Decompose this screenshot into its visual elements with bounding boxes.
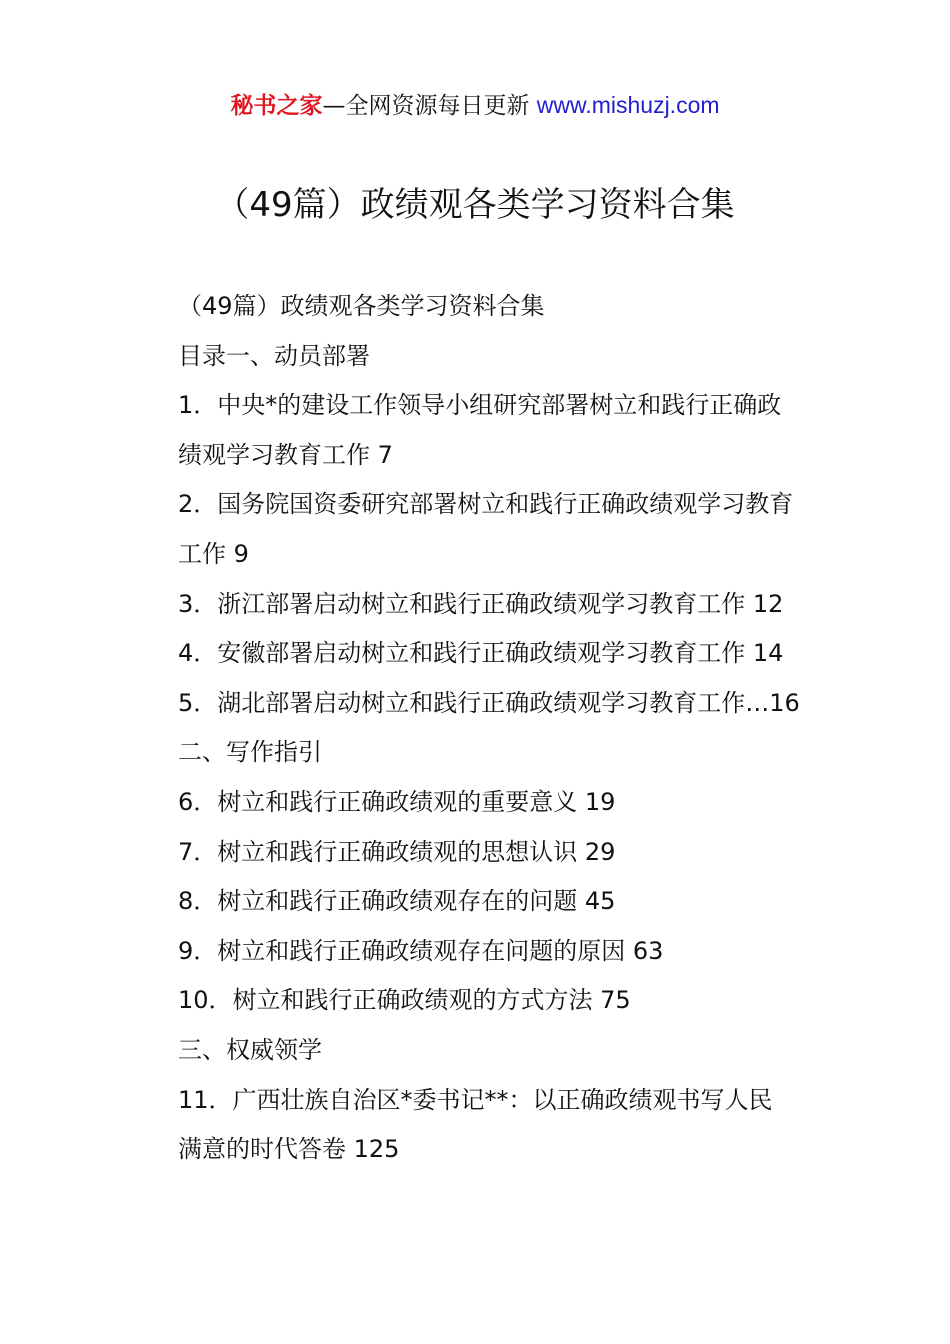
toc-section-heading: 二、写作指引 (178, 738, 322, 767)
site-header (0, 88, 950, 123)
toc-item: 1．中央*的建设工作领导小组研究部署树立和践行正确政 (178, 391, 782, 420)
toc-item: 2．国务院国资委研究部署树立和践行正确政绩观学习教育 (178, 490, 794, 519)
toc-section-heading: 三、权威领学 (178, 1035, 322, 1064)
toc-item-continued: 绩观学习教育工作 7 (178, 440, 393, 469)
toc-item: 4．安徽部署启动树立和践行正确政绩观学习教育工作 14 (178, 639, 784, 668)
toc-item: 7．树立和践行正确政绩观的思想认识 29 (178, 837, 616, 866)
toc-item: 11．广西壮族自治区*委书记**：以正确政绩观书写人民 (178, 1085, 773, 1114)
document-title: （49篇）政绩观各类学习资料合集 (215, 185, 735, 225)
site-url-link[interactable]: www.mishuzj.com (536, 92, 720, 118)
toc-heading: （49篇）政绩观各类学习资料合集 (178, 292, 545, 320)
toc-item-continued: 满意的时代答卷 125 (178, 1135, 400, 1164)
toc-item: 10．树立和践行正确政绩观的方式方法 75 (178, 986, 631, 1015)
toc-item: 3．浙江部署启动树立和践行正确政绩观学习教育工作 12 (178, 589, 784, 618)
table-of-contents (178, 282, 838, 1175)
toc-item-continued: 工作 9 (178, 539, 249, 568)
brand-name: 秘书之家 (230, 93, 323, 119)
header-tagline: —全网资源每日更新 (322, 93, 530, 119)
toc-item: 5．湖北部署启动树立和践行正确政绩观学习教育工作…16 (178, 688, 800, 717)
toc-item: 6．树立和践行正确政绩观的重要意义 19 (178, 787, 616, 816)
toc-section-heading: 目录一、动员部署 (178, 341, 370, 370)
toc-item: 8．树立和践行正确政绩观存在的问题 45 (178, 887, 616, 916)
toc-item: 9．树立和践行正确政绩观存在问题的原因 63 (178, 936, 664, 965)
